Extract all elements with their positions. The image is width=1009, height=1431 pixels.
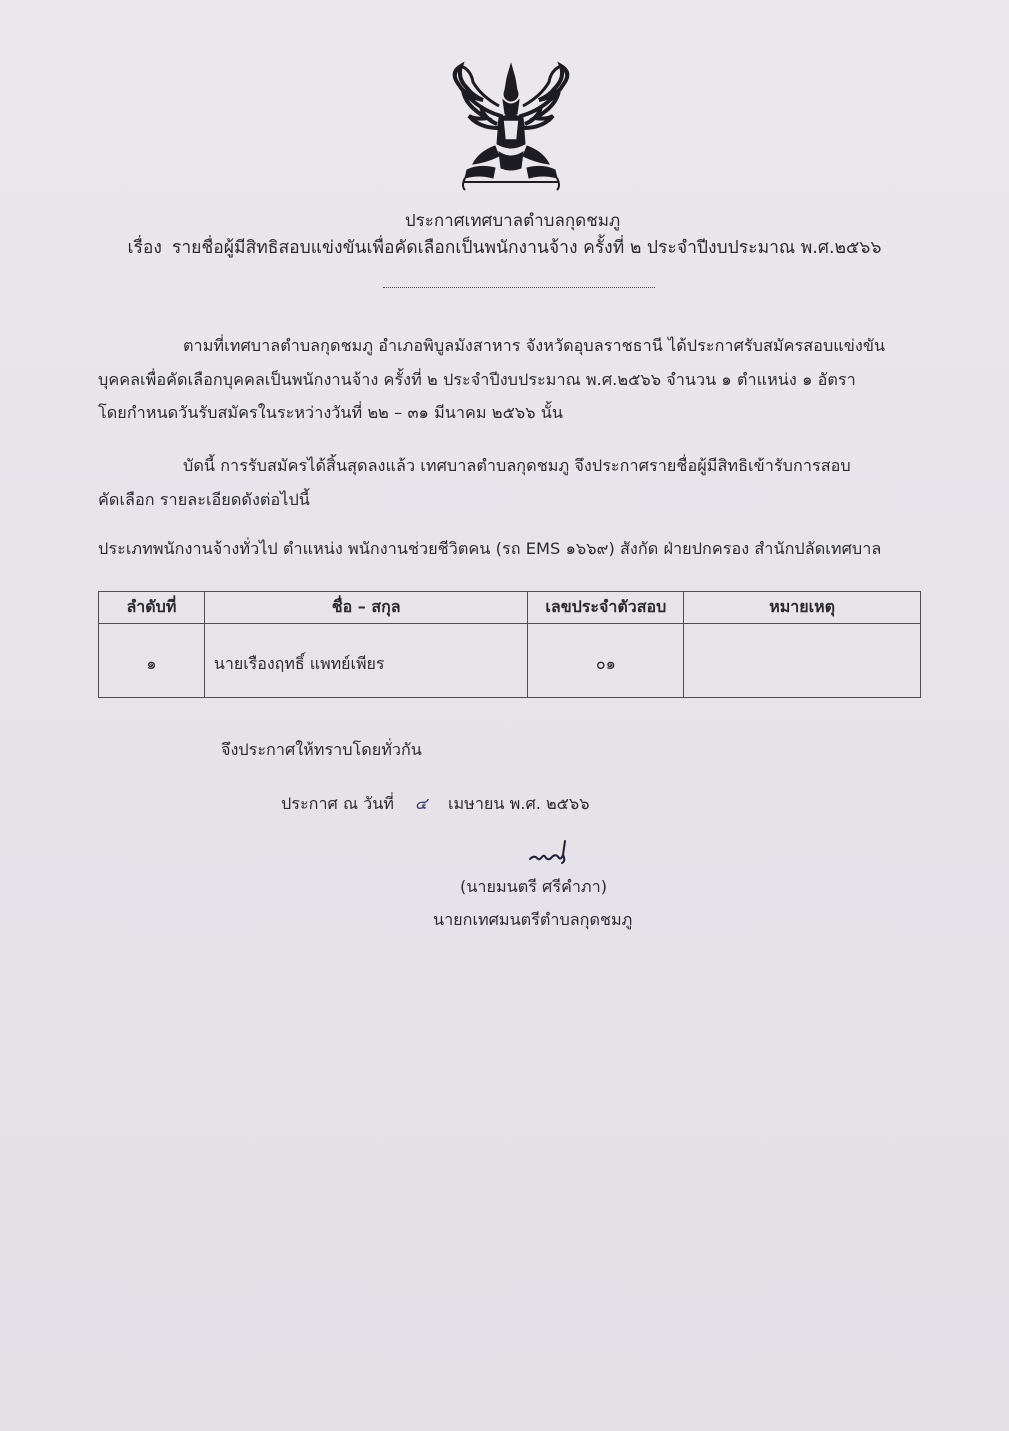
date-suffix: เมษายน พ.ศ. ๒๕๖๖ — [447, 794, 590, 813]
garuda-emblem-icon — [443, 60, 579, 192]
position-description: ประเภทพนักงานจ้างทั่วไป ตำแหน่ง พนักงานช่วยชีวิตคน (รถ EMS ๑๖๖๙) สังกัด ฝ่ายปกครอง สำนักปลัดเทศบาล — [98, 539, 882, 558]
header-name: ชื่อ – สกุล — [204, 592, 528, 624]
subject-text: รายชื่อผู้มีสิทธิสอบแข่งขันเพื่อคัดเลือกเป็นพนักงานจ้าง ครั้งที่ ๒ ประจำปีงบประมาณ พ.ศ.๒๕๖๖ — [171, 238, 882, 258]
paragraph-2-line-1: บัดนี้ การรับสมัครได้สิ้นสุดลงแล้ว เทศบาลตำบลกุดชมภู จึงประกาศรายชื่อผู้มีสิทธิเข้ารับการสอบ — [183, 456, 851, 475]
handwritten-signature — [528, 839, 570, 867]
candidate-name: นายเรืองฤทธิ์ แพทย์เพียร — [213, 654, 385, 673]
cell-sequence — [99, 624, 205, 698]
paragraph-1-line-3: โดยกำหนดวันรับสมัครในระหว่างวันที่ ๒๒ – ๓๑ มีนาคม ๒๕๖๖ นั้น — [98, 403, 563, 422]
closing-statement: จึงประกาศให้ทราบโดยทั่วกัน — [221, 740, 422, 759]
paragraph-1-line-1: ตามที่เทศบาลตำบลกุดชมภู อำเภอพิบูลมังสาหาร จังหวัดอุบลราชธานี ได้ประกาศรับสมัครสอบแข่งขัน — [183, 336, 886, 355]
remarks-value — [684, 624, 920, 652]
date-day: ๔ — [414, 794, 428, 813]
announcement-subject — [0, 233, 1009, 261]
header-sequence: ลำดับที่ — [99, 592, 205, 624]
subject-lead: เรื่อง — [127, 238, 162, 258]
cell-exam-id — [528, 624, 684, 698]
exam-id-value: ๐๑ — [595, 654, 616, 673]
signatory-name: (นายมนตรี ศรีคำภา) — [460, 877, 608, 896]
paragraph-1-line-2: บุคคลเพื่อคัดเลือกบุคคลเป็นพนักงานจ้าง ครั้งที่ ๒ ประจำปีงบประมาณ พ.ศ.๒๕๖๖ จำนวน ๑ ตำแหน่ง ๑ อัตรา — [98, 370, 856, 389]
candidate-table — [98, 591, 921, 698]
header-remarks: หมายเหตุ — [684, 592, 921, 624]
announcement-title: ประกาศเทศบาลตำบลกุดชมภู — [404, 211, 621, 231]
announcement-date — [281, 791, 589, 817]
cell-remarks — [684, 624, 921, 698]
cell-name — [204, 624, 528, 698]
sequence-value: ๑ — [146, 654, 157, 673]
table-row — [99, 624, 921, 698]
table-header-row — [99, 592, 921, 624]
dotted-divider — [383, 287, 655, 288]
header-exam-id: เลขประจำตัวสอบ — [528, 592, 684, 624]
signatory-title: นายกเทศมนตรีตำบลกุดชมภู — [433, 910, 633, 929]
paragraph-2-line-2: คัดเลือก รายละเอียดดังต่อไปนี้ — [98, 490, 310, 509]
date-prefix: ประกาศ ณ วันที่ — [281, 794, 394, 813]
